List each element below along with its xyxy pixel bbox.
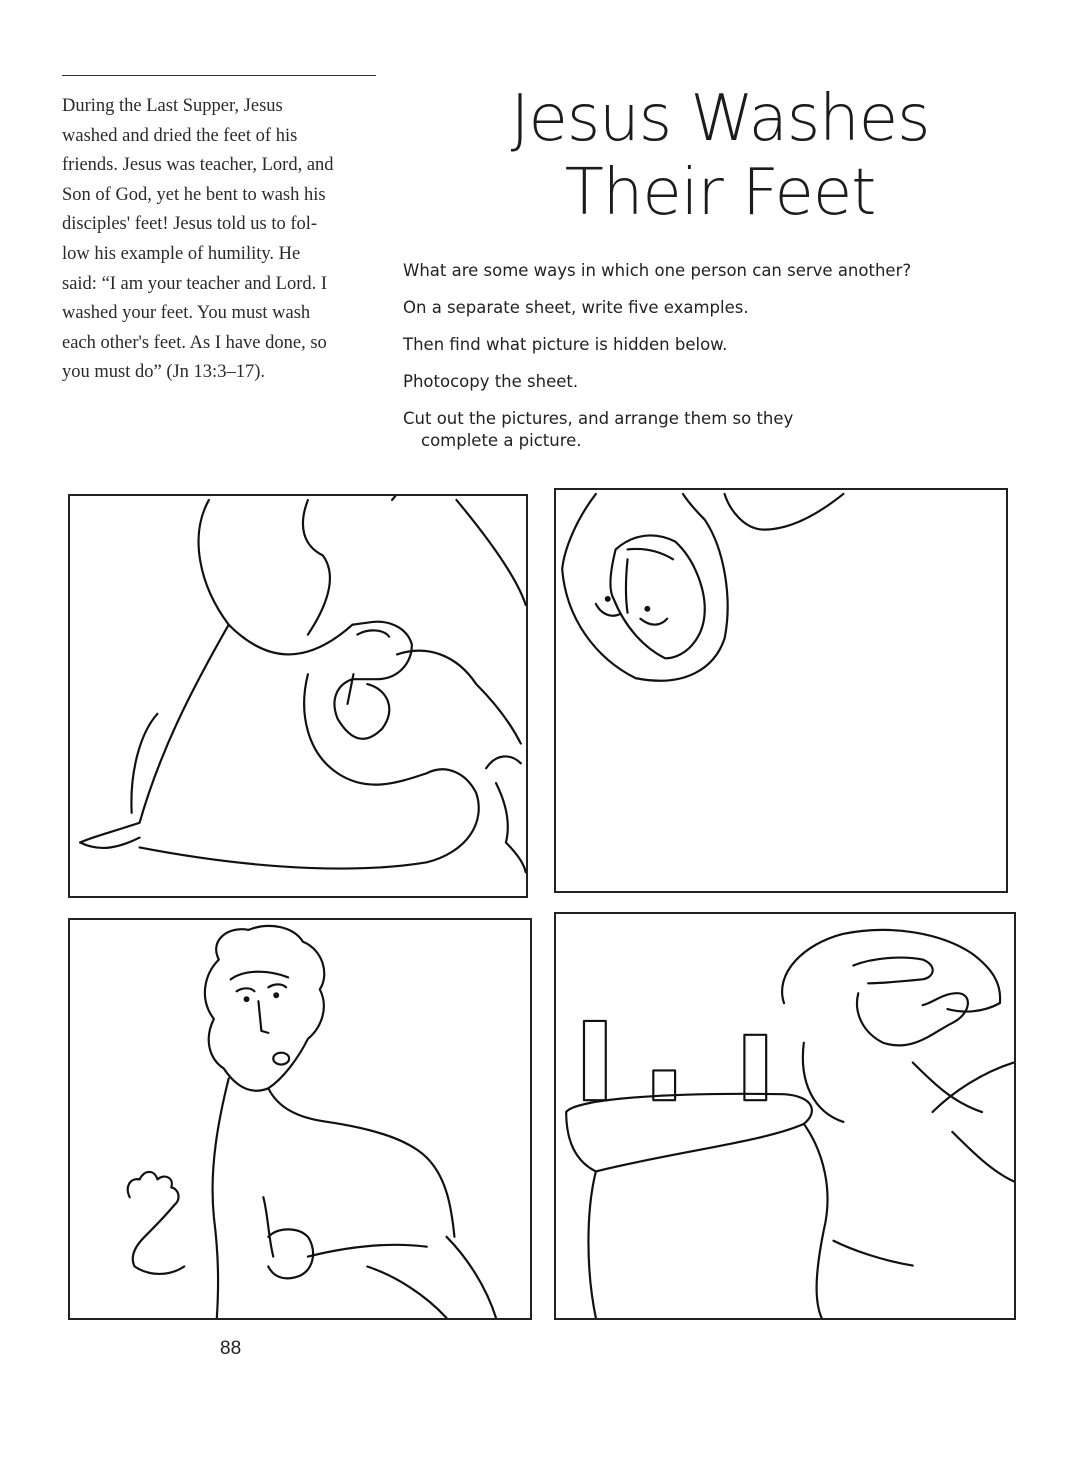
- intro-line: washed your feet. You must wash: [62, 303, 311, 324]
- puzzle-panel-2: [554, 488, 1008, 893]
- intro-line: washed and dried the feet of his: [62, 125, 298, 146]
- intro-line: you must do” (Jn 13:3–17).: [62, 362, 265, 383]
- instruction-step-continuation: complete a picture.: [421, 431, 582, 450]
- puzzle-panel-3: [68, 918, 532, 1320]
- instruction-step: Then find what picture is hidden below.: [403, 335, 728, 354]
- jesus-pouring-water-icon: [70, 496, 526, 896]
- header-rule: [62, 75, 376, 76]
- instruction-step: On a separate sheet, write five examples.: [403, 298, 749, 317]
- title-line-1: Jesus Washes: [510, 82, 930, 156]
- instructions-list: [403, 260, 1023, 467]
- intro-line: each other's feet. As I have done, so: [62, 332, 327, 353]
- bearded-disciple-icon: [70, 920, 530, 1318]
- intro-line: During the Last Supper, Jesus: [62, 96, 283, 116]
- upside-down-face-icon: [556, 490, 1006, 891]
- instruction-step: What are some ways in which one person can serve another?: [403, 261, 912, 280]
- table-and-bowl-icon: [556, 914, 1014, 1318]
- instruction-step-multiline: [403, 408, 1023, 452]
- intro-line: friends. Jesus was teacher, Lord, and: [62, 155, 334, 176]
- puzzle-panel-4: [554, 912, 1016, 1320]
- instruction-step: Photocopy the sheet.: [403, 372, 579, 391]
- title-line-2: Their Feet: [564, 156, 876, 230]
- page-title: [470, 82, 970, 230]
- page-number: 88: [220, 1338, 242, 1359]
- intro-line: low his example of humility. He: [62, 243, 301, 264]
- intro-line: disciples' feet! Jesus told us to fol-: [62, 214, 318, 235]
- intro-paragraph: [62, 92, 382, 388]
- intro-line: said: “I am your teacher and Lord. I: [62, 273, 328, 294]
- puzzle-panel-1: [68, 494, 528, 898]
- intro-line: Son of God, yet he bent to wash his: [62, 184, 326, 205]
- instruction-step: Cut out the pictures, and arrange them so they: [403, 409, 794, 428]
